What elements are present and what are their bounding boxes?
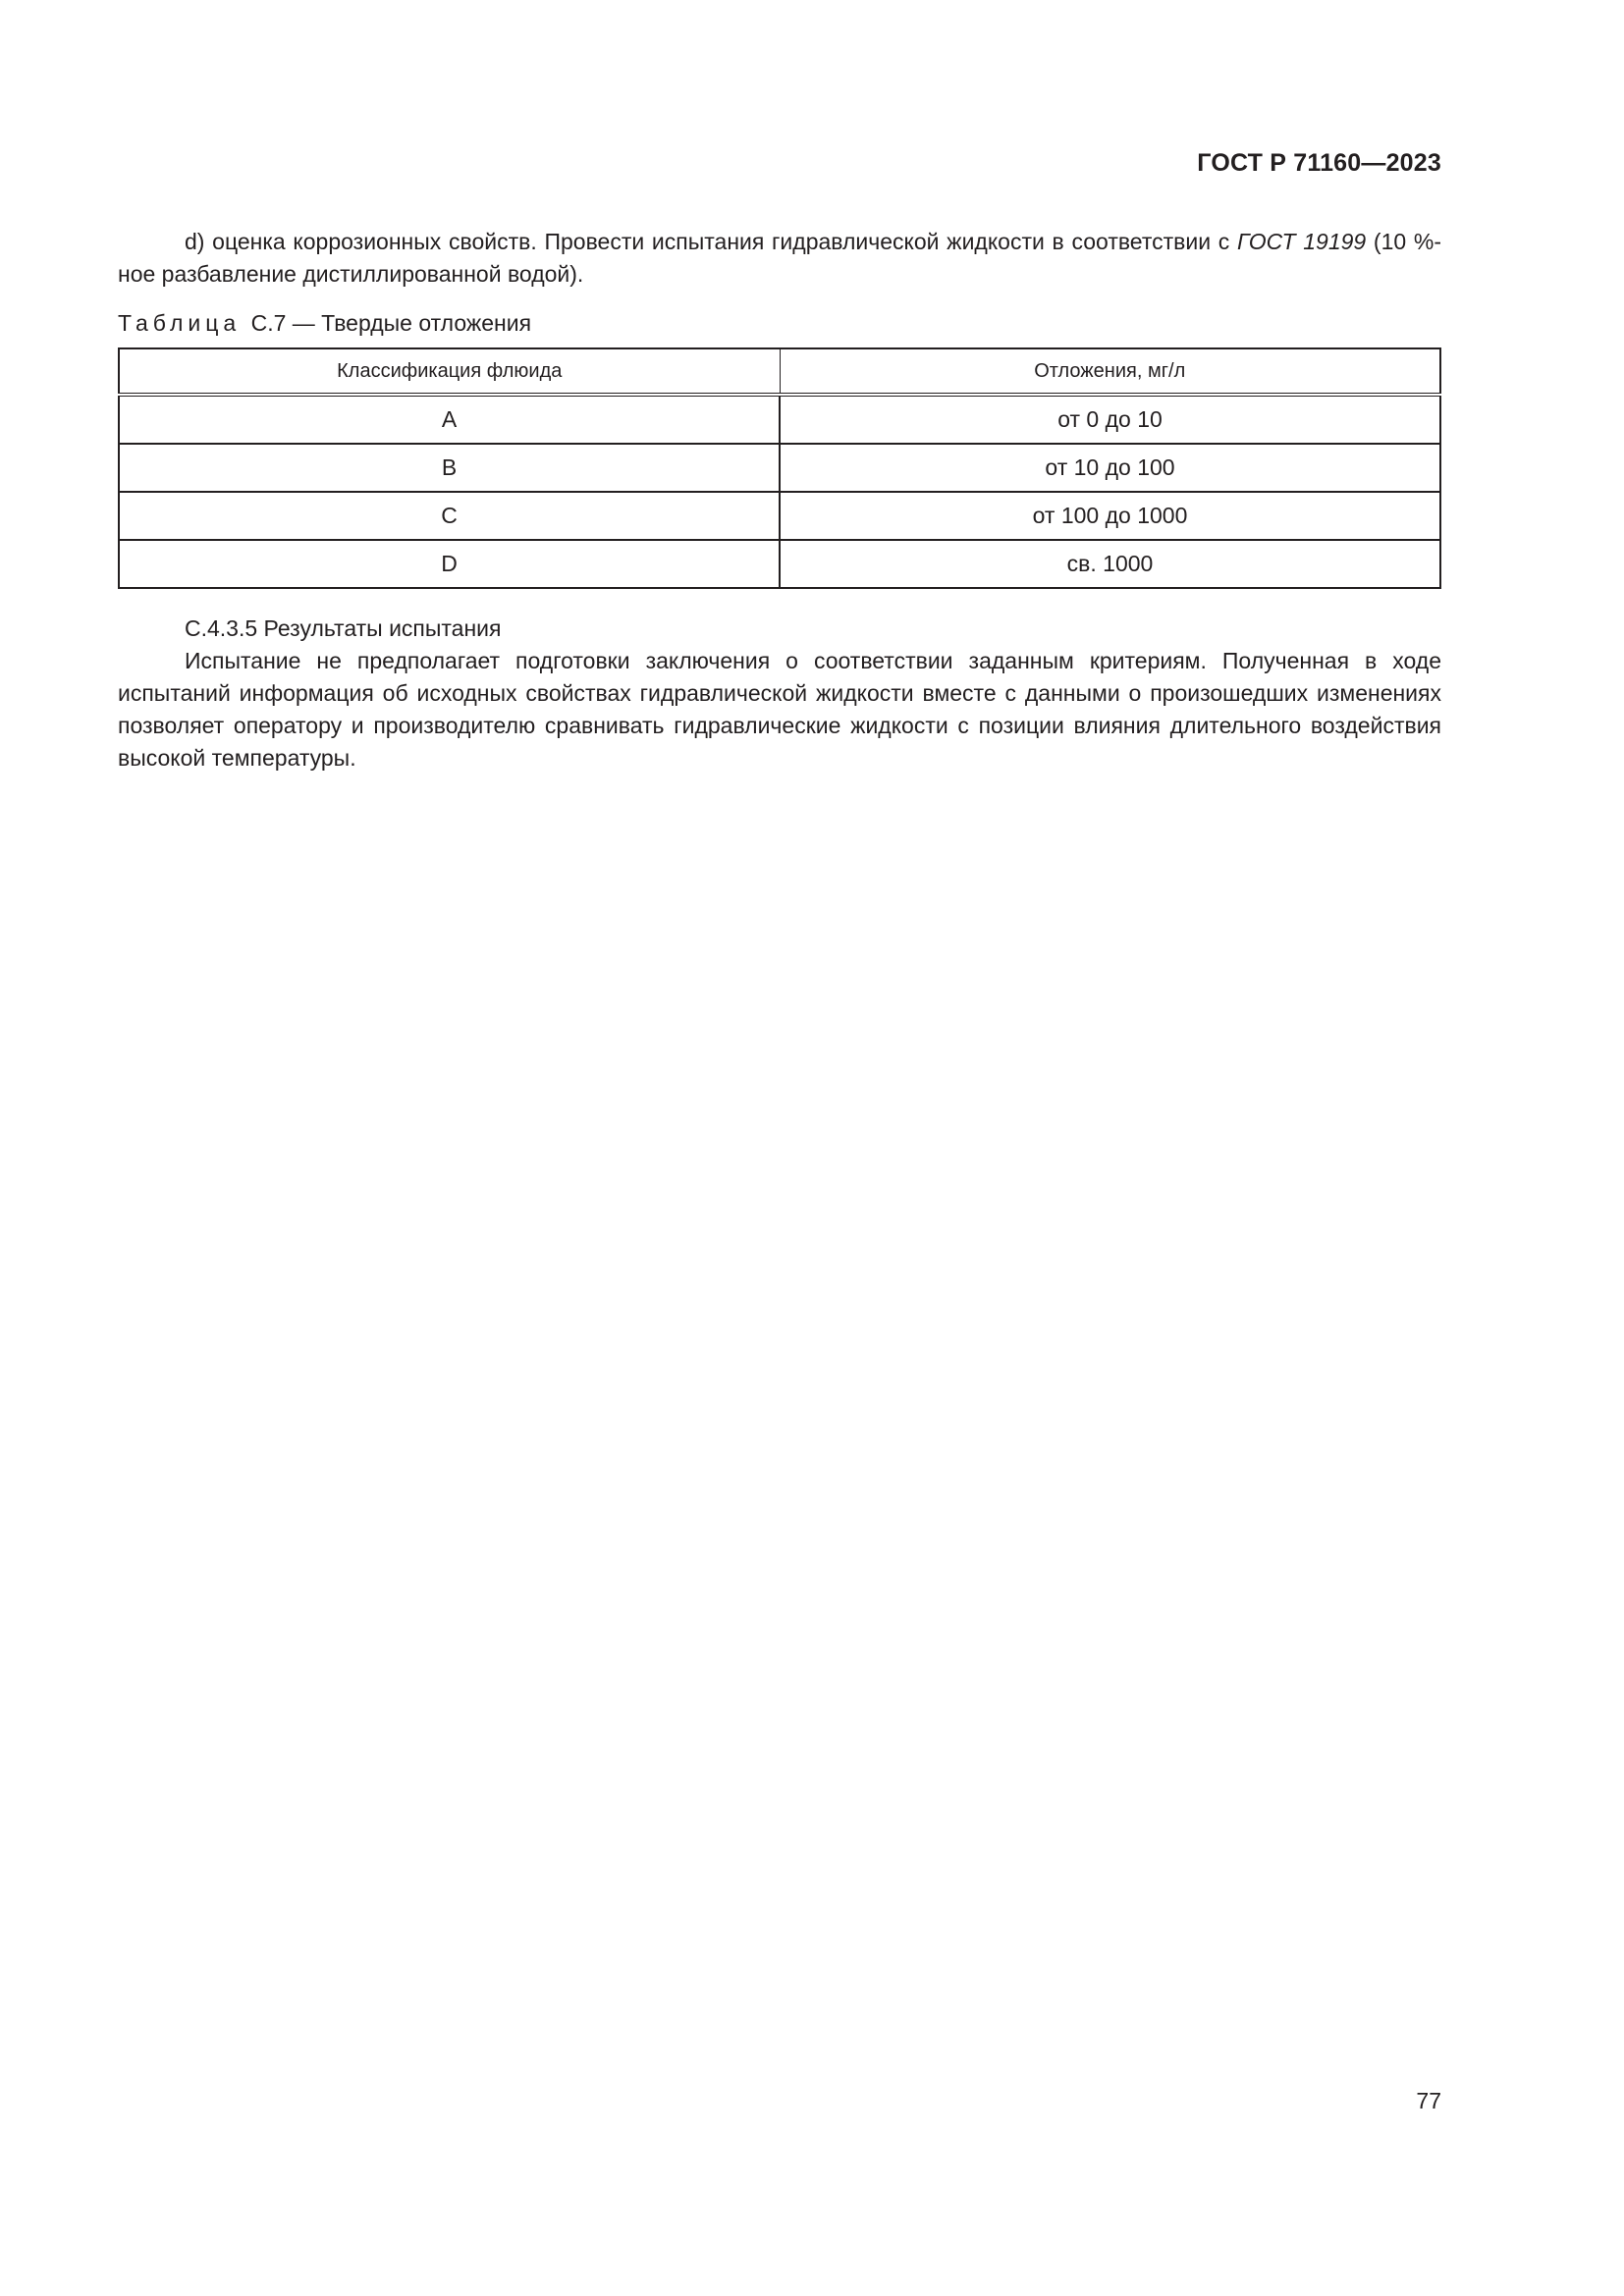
paragraph-d (118, 226, 1441, 291)
table-cell-deposits: от 100 до 1000 (780, 492, 1440, 540)
document-header: ГОСТ Р 71160—2023 (1197, 149, 1441, 177)
table-caption (118, 307, 1441, 340)
table-cell-deposits: от 10 до 100 (780, 444, 1440, 492)
table-row (119, 444, 1440, 492)
table-cell-class: С (119, 492, 780, 540)
standard-reference: ГОСТ 19199 (1237, 229, 1367, 254)
table-cell-class: В (119, 444, 780, 492)
table-row (119, 395, 1440, 444)
page-content (118, 226, 1441, 774)
table-cell-deposits: от 0 до 10 (780, 395, 1440, 444)
table-caption-label: Таблица (118, 310, 242, 336)
table-cell-class: А (119, 395, 780, 444)
table-row (119, 540, 1440, 588)
results-section (118, 613, 1441, 774)
paragraph-d-text: d) оценка коррозионных свойств. Провести испытания гидравлической жидкости в соответствии с (185, 229, 1237, 254)
table-cell-class: D (119, 540, 780, 588)
section-title: С.4.3.5 Результаты испытания (185, 615, 502, 641)
column-header-deposits: Отложения, мг/л (780, 348, 1440, 395)
page-number: 77 (1416, 2088, 1441, 2113)
paragraph-d-text-end: (10 %-ное разбавление дистиллированной водой). (118, 229, 1441, 287)
column-header-fluid-class: Классификация флюида (119, 348, 780, 395)
table-header-row (119, 348, 1440, 395)
deposits-table (118, 347, 1441, 589)
section-body: Испытание не предполагает подготовки заключения о соответствии заданным критериям. Полученная в ходе испытаний информация об исходных свойствах гидравлической жидкости вместе с данными о произошедших изменениях позволяет оператору и производителю сравнивать гидравлические жидкости с позиции влияния длительного воздействия высокой температуры. (118, 648, 1441, 771)
table-cell-deposits: св. 1000 (780, 540, 1440, 588)
table-row (119, 492, 1440, 540)
table-caption-text: С.7 — Твердые отложения (250, 310, 532, 336)
